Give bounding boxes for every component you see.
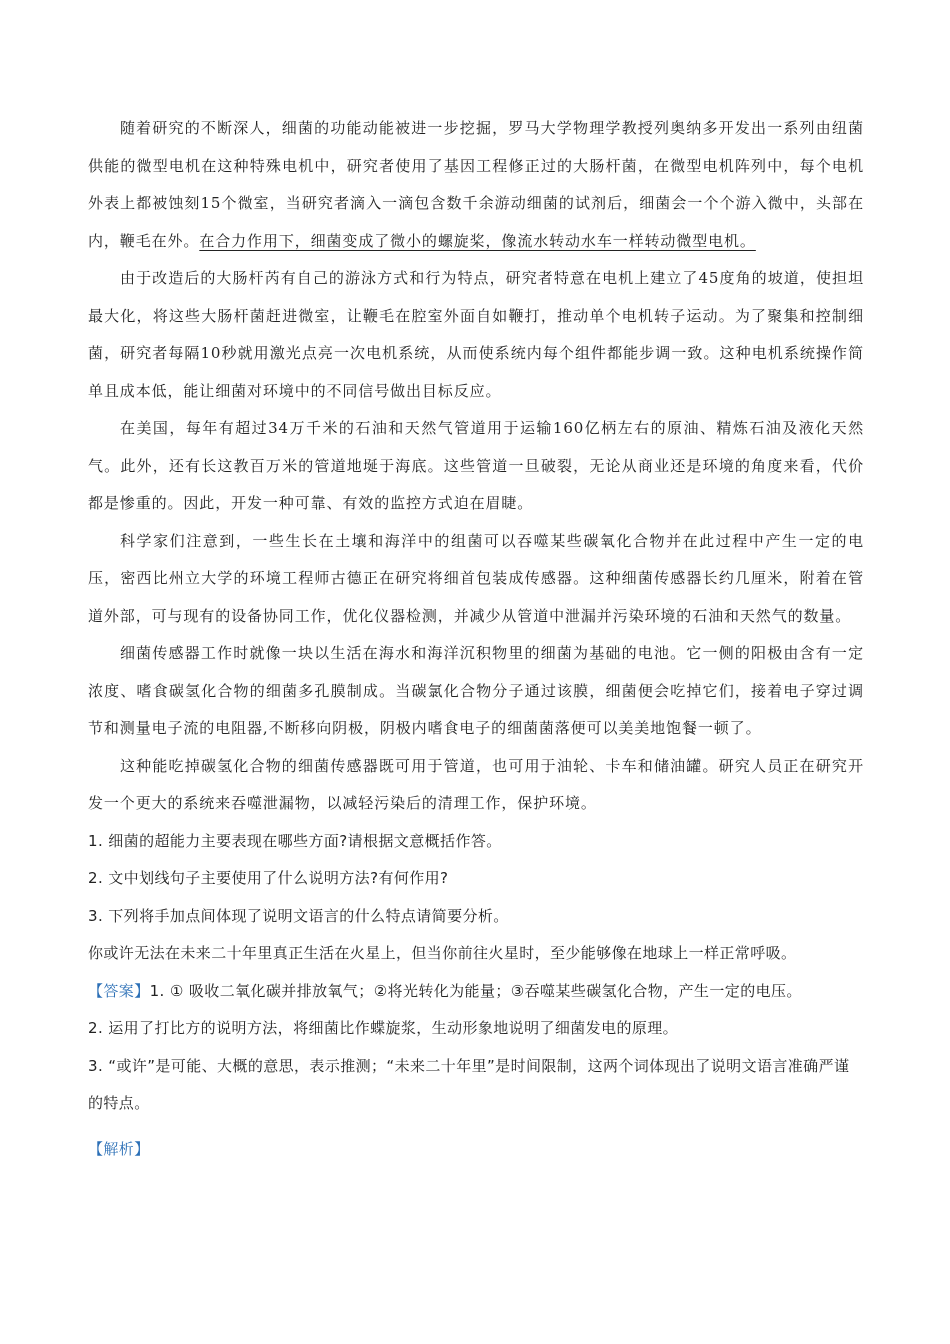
question-3: 3. 下列将手加点间体现了说明文语言的什么特点请简要分析。 bbox=[88, 906, 509, 925]
analysis-tag: 【解析】 bbox=[88, 1139, 150, 1158]
analysis-line bbox=[88, 1131, 864, 1169]
article-paragraph-4: 科学家们注意到，一些生长在土壤和海洋中的组菌可以吞噬某些碳氧化合物并在此过程中产生一定的电压，密西比州立大学的环境工程师古德正在研究将细首包装成传感器。这种细菌传感器长约几厘米，附着在管道外部，可与现有的设备协同工作，优化仪器检测，并减少从管道中泄漏并污染环境的石油和天然气的数量。 bbox=[88, 531, 864, 625]
answer-tag: 【答案】 bbox=[88, 981, 150, 1000]
answer-1 bbox=[88, 973, 864, 1011]
answer-2: 2. 运用了打比方的说明方法，将细菌比作蝶旋浆，生动形象地说明了细菌发电的原理。 bbox=[88, 1019, 679, 1037]
document-content bbox=[88, 110, 864, 1168]
article-paragraph-6: 这种能吃掉碳氢化合物的细菌传感器既可用于管道，也可用于油轮、卡车和储油罐。研究人员正在研究开发一个更大的系统来吞噬泄漏物，以减轻污染后的清理工作，保护环境。 bbox=[88, 756, 864, 812]
article-paragraph-5: 细菌传感器工作时就像一块以生活在海水和海洋沉积物里的细菌为基础的电池。它一侧的阳极由含有一定浓度、嗜食碳氢化合物的细菌多孔膜制成。当碳氯化合物分子通过该膜，细菌便会吃掉它们，接着电子穿过调节和测量电子流的电阻器,不断移向阴极，阴极内嗜食电子的细菌菌落便可以美美地饱餐一顿了。 bbox=[88, 644, 864, 737]
article-paragraph-3: 在美国，每年有超过34万千米的石油和天然气管道用于运输160亿柄左右的原油、精炼石油及液化天然气。此外，还有长这教百万米的管道地埏于海底。这些管道一旦破裂，无论从商业还是环境的角度来看，代价都是惨重的。因此，开发一种可靠、有效的监控方式迫在眉睫。 bbox=[88, 419, 864, 512]
underlined-sentence: 在合力作用下，细菌变成了微小的螺旋桨，像流水转动水车一样转动微型电机。 bbox=[199, 231, 756, 250]
question-3-sentence: 你或许无法在未来二十年里真正生活在火星上，但当你前往火星时，至少能够像在地球上一样正常呼吸。 bbox=[88, 944, 797, 962]
question-1: 1. 细菌的超能力主要表现在哪些方面?请根据文意概括作答。 bbox=[88, 831, 502, 850]
paragraph-1-text: 随着研究的不断深人，细菌的功能动能被进一步挖掘，罗马大学物理学教授列奥纳多开发出一系列由纽菌供能的微型电机在这种特殊电机中，研究者使用了基因工程修正过的大肠杆菌，在微型电机阵列中，每个电机外表上都被蚀刻15个微室，当研究者滴入一滴包含数千余游动细菌的试剂后，细菌会一个个游入微中，头部在内，鞭毛在外。 bbox=[88, 119, 864, 250]
article-paragraph-1 bbox=[88, 110, 864, 260]
question-2: 2. 文中划线句子主要使用了什么说明方法?有何作用? bbox=[88, 869, 449, 887]
answer-3: 3. “或许”是可能、大概的意思，表示推测；“未来二十年里”是时间限制，这两个词体现出了说明文语言准确严谨的特点。 bbox=[88, 1056, 850, 1112]
article-paragraph-2: 由于改造后的大肠杆芮有自己的游泳方式和行为特点，研究者特意在电机上建立了45度角的坡道，使担坦最大化，将这些大肠杆菌赶进微室，让鞭毛在腔室外面自如鞭打，推动单个电机转子运动。为了聚集和控制细菌，研究者每隔10秒就用激光点亮一次电机系统，从而使系统内每个组件都能步调一致。这种电机系统操作简单且成本低，能让细菌对环境中的不同信号做出目标反应。 bbox=[88, 269, 864, 400]
answer-1-text: 1. ① 吸收二氧化碳并排放氧气；②将光转化为能量；③吞噬某些碳氢化合物，产生一定的电压。 bbox=[149, 981, 802, 1000]
